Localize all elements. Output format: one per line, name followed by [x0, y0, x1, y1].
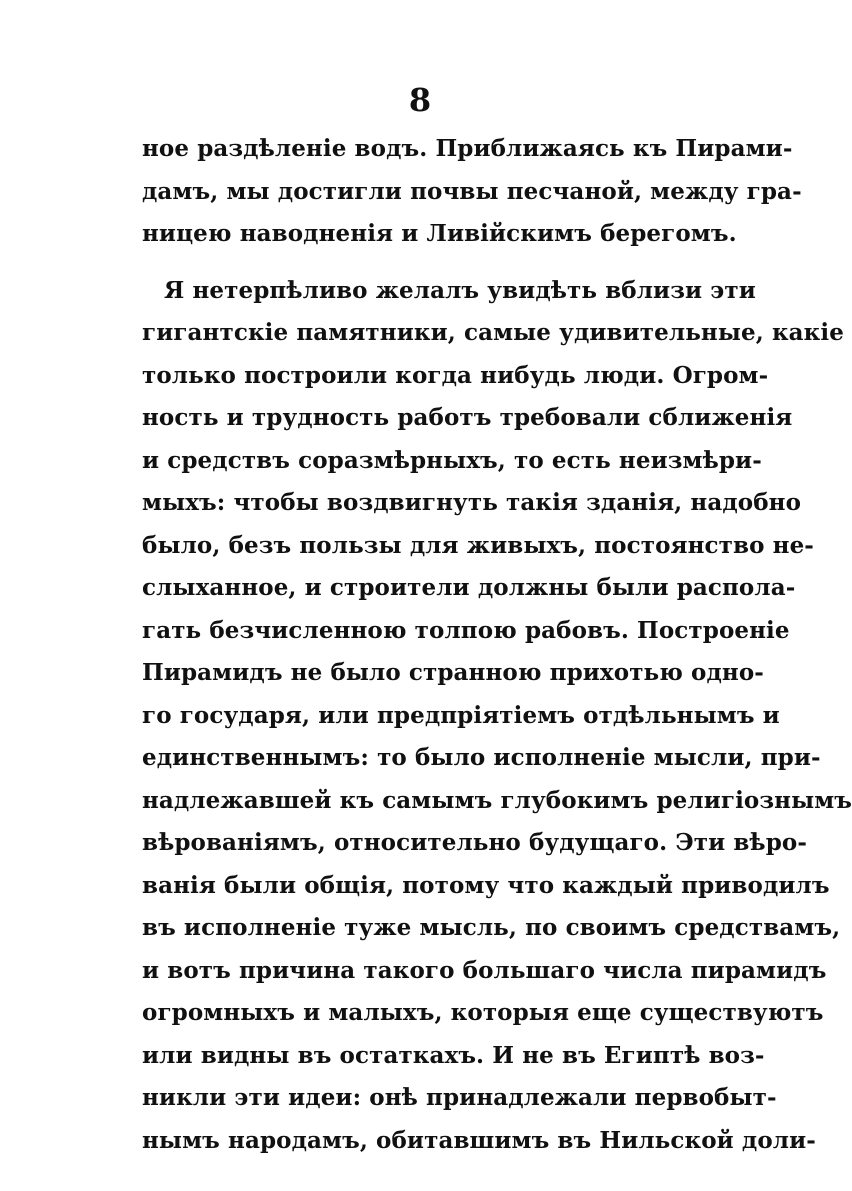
text-line: дамъ, мы достигли почвы песчаной, между гра-	[142, 177, 802, 205]
text-line: никли эти идеи: онѣ принадлежали первобыт-	[142, 1084, 777, 1111]
text-line: ное раздѣленіе водъ. Приближаясь къ Пирами-	[142, 135, 793, 162]
text-line: го государя, или предпріятіемъ отдѣльнымъ и	[142, 701, 780, 729]
body-text	[142, 128, 852, 1162]
text-line: вѣрованіямъ, относительно будущаго. Эти вѣро-	[142, 829, 807, 856]
text-line: или видны въ остаткахъ. И не въ Египтѣ воз-	[142, 1041, 765, 1069]
paragraph-gap	[142, 256, 708, 270]
text-line: нымъ народамъ, обитавшимъ въ Нильской доли-	[142, 1126, 816, 1154]
page-number: 8	[408, 81, 432, 119]
text-line: Пирамидъ не было странною прихотью одно-	[142, 659, 764, 686]
text-line: гигантскіе памятники, самые удивительные, какіе	[142, 319, 844, 346]
text-line: только построили когда нибудь люди. Огром-	[142, 361, 769, 389]
text-line: гать безчисленною толпою рабовъ. Построеніе	[142, 616, 790, 644]
text-line: слыханное, и строители должны были распола-	[142, 574, 796, 601]
text-line: огромныхъ и малыхъ, которыя еще существуютъ	[142, 999, 824, 1026]
text-line: было, безъ пользы для живыхъ, постоянство не-	[142, 531, 814, 559]
paragraph-2	[142, 270, 852, 1163]
text-line: Я нетерпѣливо желалъ увидѣть вблизи эти	[164, 276, 756, 304]
text-line: въ исполненіе туже мысль, по своимъ средствамъ,	[142, 914, 841, 941]
text-line: единственнымъ: то было исполненіе мысли, при-	[142, 744, 821, 771]
text-line: мыхъ: чтобы воздвигнуть такія зданія, надобно	[142, 489, 802, 516]
paragraph-1	[142, 128, 802, 256]
text-line: ницею наводненія и Ливійскимъ берегомъ.	[142, 220, 737, 247]
text-line: и средствъ соразмѣрныхъ, то есть неизмѣри-	[142, 446, 762, 474]
text-line: ванія были общія, потому что каждый приводилъ	[142, 871, 830, 899]
text-line: ность и трудность работъ требовали сближенія	[142, 404, 793, 431]
text-line: и вотъ причина такого большаго числа пирамидъ	[142, 956, 827, 984]
text-line: надлежавшей къ самымъ глубокимъ религіознымъ	[142, 786, 852, 814]
